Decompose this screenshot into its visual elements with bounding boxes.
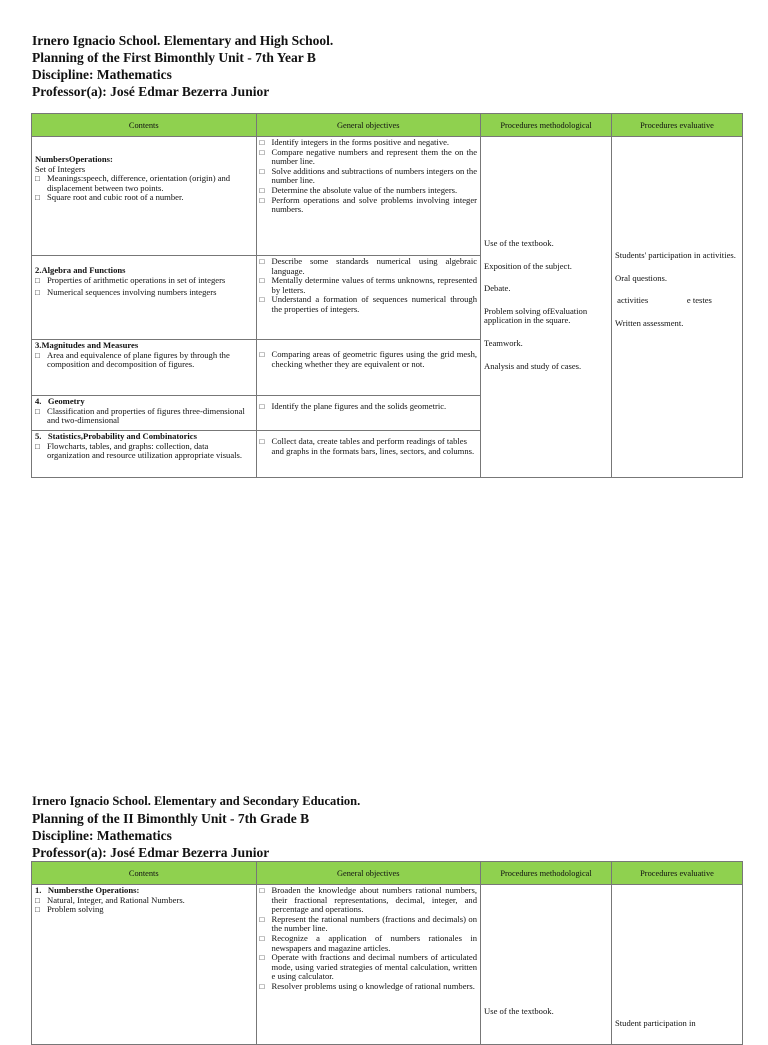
col-evaluative: Procedures evaluative [612, 862, 743, 885]
professor: Professor(a): José Edmar Bezerra Junior [32, 845, 270, 860]
eval-item: activities e testes [615, 295, 712, 306]
col-objectives: General objectives [256, 862, 481, 885]
evaluative-cell [612, 137, 743, 478]
school-name: Irnero Ignacio School. Elementary and Secondary Education. [32, 794, 361, 808]
list-item: □ Understand a formation of sequences numerical through the properties of integers. [259, 294, 478, 314]
method-item: Teamwork. [484, 337, 523, 348]
list-item: □ Perform operations and solve problems involving integer numbers. [259, 194, 478, 215]
unit2-table [31, 861, 743, 1045]
bullet-icon: □ [259, 914, 265, 924]
bullet-icon: □ [259, 257, 265, 266]
contents-cell [32, 885, 257, 1045]
content-subtitle: Set of Integers [35, 163, 86, 174]
bullet-icon: □ [259, 402, 265, 411]
list-item: □ Area and equivalence of plane figures by through the composition and decomposition of figures. [35, 349, 230, 370]
evaluative-cell [612, 885, 743, 1045]
list-item: □ Resolver problems using o knowledge of rational numbers. [259, 980, 475, 991]
list-item: □ Describe some standards numerical using algebraic language. [259, 256, 478, 276]
bullet-icon: □ [259, 166, 265, 176]
method-item: Use of the textbook. [484, 238, 554, 248]
list-item: □ Classification and properties of figures three-dimensional and two-dimensional [35, 405, 245, 426]
bullet-icon: □ [259, 147, 265, 157]
bullet-icon: □ [35, 406, 40, 416]
col-contents: Contents [32, 114, 257, 137]
school-name: Irnero Ignacio School. Elementary and High School. [32, 33, 334, 48]
objectives-cell [256, 256, 481, 340]
bullet-icon: □ [259, 953, 265, 963]
list-item: □ Determine the absolute value of the numbers integers. [259, 184, 458, 195]
objectives-cell [256, 137, 481, 256]
bullet-icon: □ [35, 441, 40, 451]
unit1-table [31, 113, 743, 478]
col-contents: Contents [32, 862, 257, 885]
list-item: □ Broaden the knowledge about numbers rational numbers, their fractional representations, decimal, integer, and percentage and operations. [259, 885, 478, 915]
bullet-icon: □ [259, 933, 265, 943]
planning-title: Planning of the First Bimonthly Unit - 7th Year B [32, 50, 316, 65]
content-title: 1. Numbersthe Operations: [35, 885, 140, 895]
bullet-icon: □ [35, 275, 40, 285]
list-item: □ Meanings:speech, difference, orientation (origin) and displacement between two points. [35, 173, 231, 193]
content-title: NumbersOperations: [35, 154, 113, 164]
list-item: □ Solve additions and subtractions of numbers integers on the number line. [259, 165, 478, 186]
unit1-header [32, 32, 333, 100]
table-row [32, 885, 743, 1045]
objectives-cell [256, 396, 481, 431]
bullet-icon: □ [35, 288, 40, 298]
list-item: □ Identify integers in the forms positive and negative. [259, 137, 450, 147]
bullet-icon: □ [259, 185, 265, 195]
bullet-icon: □ [259, 981, 265, 991]
content-title: 5. Statistics,Probability and Combinatorics [35, 431, 197, 441]
list-item: □ Natural, Integer, and Rational Numbers. [35, 894, 185, 905]
planning-title: Planning of the II Bimonthly Unit - 7th Grade B [32, 811, 310, 826]
method-item: Exposition of the subject. [484, 260, 572, 271]
bullet-icon: □ [259, 437, 265, 446]
content-title: 3.Magnitudes and Measures [35, 340, 139, 350]
method-item: Debate. [484, 283, 511, 294]
methodological-cell [481, 137, 612, 478]
table-row [32, 137, 743, 256]
list-item: □ Numerical sequences involving numbers integers [35, 287, 217, 298]
bullet-icon: □ [259, 350, 265, 359]
contents-cell [32, 431, 257, 478]
contents-cell [32, 340, 257, 396]
bullet-icon: □ [259, 886, 265, 895]
bullet-icon: □ [259, 138, 265, 147]
unit2-header [32, 793, 360, 861]
list-item: □ Flowcharts, tables, and graphs: collection, data organization and resource utilization appropriate visuals. [35, 440, 243, 461]
col-methodological: Procedures methodological [481, 114, 612, 137]
list-item: □ Compare negative numbers and represent them the on the number line. [259, 146, 478, 167]
method-item: Use of the textbook. [484, 1006, 554, 1016]
methodological-cell [481, 885, 612, 1045]
eval-item: Students' participation in activities. [615, 250, 736, 260]
list-item: □ Properties of arithmetic operations in set of integers [35, 274, 226, 285]
list-item: □ Recognize a application of numbers rationales in newspapers and magazine articles. [259, 932, 478, 953]
content-title: 4. Geometry [35, 396, 85, 406]
eval-item: Oral questions. [615, 272, 668, 283]
bullet-icon: □ [259, 195, 265, 205]
bullet-icon: □ [35, 895, 40, 905]
eval-item: Written assessment. [615, 317, 684, 328]
objectives-cell [256, 885, 481, 1045]
list-item: □ Mentally determine values of terms unknowns, represented by letters. [259, 275, 478, 295]
list-item: □ Square root and cubic root of a number. [35, 192, 184, 203]
bullet-icon: □ [35, 174, 40, 184]
discipline: Discipline: Mathematics [32, 828, 172, 843]
discipline: Discipline: Mathematics [32, 67, 172, 82]
objectives-cell [256, 431, 481, 478]
col-evaluative: Procedures evaluative [612, 114, 743, 137]
eval-item: Student participation in [615, 1018, 696, 1028]
contents-cell [32, 137, 257, 256]
content-title: 2.Algebra and Functions [35, 265, 126, 275]
professor: Professor(a): José Edmar Bezerra Junior [32, 84, 270, 99]
bullet-icon: □ [35, 193, 40, 203]
list-item: □ Comparing areas of geometric figures using the grid mesh, checking whether they are equivalent or not. [259, 349, 478, 369]
bullet-icon: □ [35, 905, 40, 915]
list-item: □ Represent the rational numbers (fractions and decimals) on the number line. [259, 913, 478, 934]
col-methodological: Procedures methodological [481, 862, 612, 885]
bullet-icon: □ [35, 350, 40, 360]
method-item: Analysis and study of cases. [484, 360, 582, 371]
list-item: □ Collect data, create tables and perform readings of tables and graphs in the formats bars, lines, sectors, and columns. [259, 436, 475, 456]
objectives-cell [256, 340, 481, 396]
bullet-icon: □ [259, 295, 265, 305]
list-item: □ Problem solving [35, 904, 104, 915]
list-item: □ Operate with fractions and decimal numbers of articulated mode, using varied strategies of mental calculation, written e using calculator. [259, 952, 478, 982]
list-item: □ Identify the plane figures and the solids geometric. [259, 401, 447, 411]
col-objectives: General objectives [256, 114, 481, 137]
bullet-icon: □ [259, 276, 265, 286]
method-item: Problem solving ofEvaluation application in the square. [484, 305, 588, 326]
contents-cell [32, 396, 257, 431]
contents-cell [32, 256, 257, 340]
